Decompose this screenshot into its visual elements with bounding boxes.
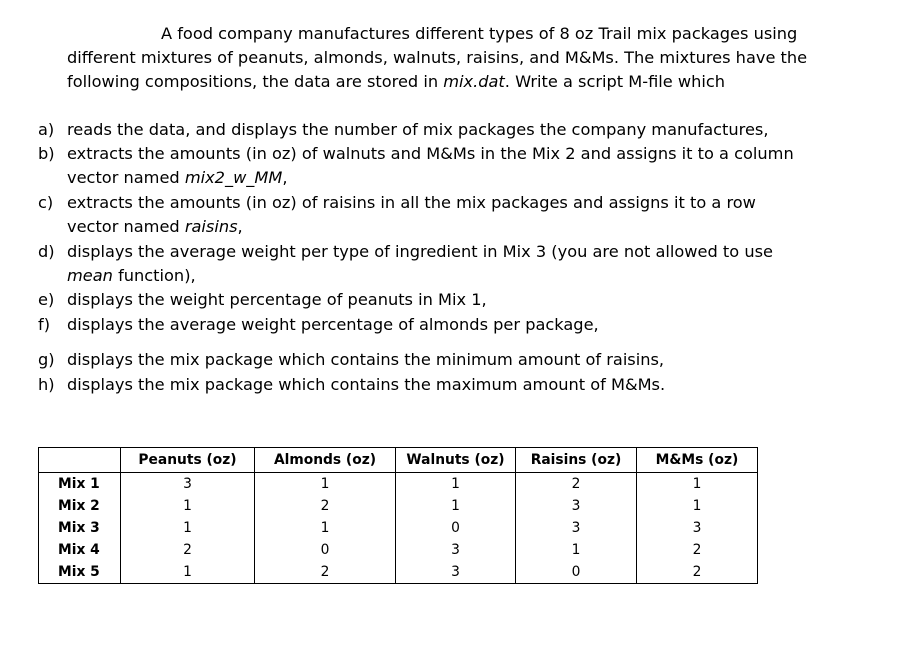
table-row: [39, 495, 758, 517]
row-label: Mix 5: [39, 561, 121, 584]
table-cell: 3: [396, 561, 516, 584]
table-cell: 0: [516, 561, 637, 584]
table-cell: 1: [396, 473, 516, 496]
table-header-raisins: Raisins (oz): [516, 448, 637, 473]
table-cell: 3: [396, 539, 516, 561]
table-cell: 3: [121, 473, 255, 496]
task-text: extracts the amounts (in oz) of walnuts and M&Ms in the Mix 2 and assigns it to a column vector named mix2_w_MM,: [67, 144, 794, 188]
table-header-walnuts: Walnuts (oz): [396, 448, 516, 473]
table-cell: 3: [516, 517, 637, 539]
table-cell: 2: [255, 495, 396, 517]
table-cell: 2: [516, 473, 637, 496]
task-label: g): [38, 350, 55, 369]
table-cell: 1: [637, 495, 758, 517]
task-text: displays the mix package which contains the maximum amount of M&Ms.: [67, 375, 666, 394]
task-text: displays the mix package which contains the minimum amount of raisins,: [67, 350, 665, 369]
task-label: f): [38, 315, 51, 334]
table-cell: 1: [121, 561, 255, 584]
table-cell: 3: [516, 495, 637, 517]
task-text: displays the average weight percentage of almonds per package,: [67, 315, 599, 334]
intro-filename: mix.dat: [443, 72, 505, 92]
task-text: reads the data, and displays the number of mix packages the company manufactures,: [67, 120, 769, 139]
task-label: c): [38, 193, 54, 212]
row-label: Mix 4: [39, 539, 121, 561]
task-label: d): [38, 242, 55, 261]
intro-paragraph: [67, 22, 827, 95]
table-row: [39, 473, 758, 496]
task-label: e): [38, 290, 55, 309]
task-label: b): [38, 144, 55, 163]
table-cell: 2: [255, 561, 396, 584]
table-cell: 0: [396, 517, 516, 539]
table-row: [39, 539, 758, 561]
table-header-peanuts: Peanuts (oz): [121, 448, 255, 473]
task-text: displays the average weight per type of ingredient in Mix 3 (you are not allowed to use mean function),: [67, 242, 773, 286]
task-text: extracts the amounts (in oz) of raisins in all the mix packages and assigns it to a row vector named raisins,: [67, 193, 756, 237]
table-cell: 1: [516, 539, 637, 561]
table-cell: 2: [637, 539, 758, 561]
table-header-mms: M&Ms (oz): [637, 448, 758, 473]
intro-text: A food company manufactures different types of 8 oz Trail mix packages using different mixtures of peanuts, almonds, walnuts, raisins, and M&Ms. The mixtures have the following compositions, the data are stored in: [67, 24, 808, 92]
task-label: h): [38, 375, 55, 394]
table-cell: 1: [255, 473, 396, 496]
table-cell: 3: [637, 517, 758, 539]
table-row: [39, 517, 758, 539]
table-cell: 2: [637, 561, 758, 584]
table-cell: 2: [121, 539, 255, 561]
mix-composition-table: [38, 447, 758, 584]
task-label: a): [38, 120, 55, 139]
row-label: Mix 3: [39, 517, 121, 539]
table-header-almonds: Almonds (oz): [255, 448, 396, 473]
row-label: Mix 1: [39, 473, 121, 496]
table-cell: 1: [121, 517, 255, 539]
task-text: displays the weight percentage of peanuts in Mix 1,: [67, 290, 487, 309]
table-cell: 1: [255, 517, 396, 539]
table-row: [39, 561, 758, 584]
table-cell: 1: [396, 495, 516, 517]
table-header-row: [39, 448, 758, 473]
problem-intro: [67, 22, 827, 95]
table-cell: 0: [255, 539, 396, 561]
row-label: Mix 2: [39, 495, 121, 517]
intro-tail: . Write a script M-file which: [504, 72, 726, 92]
table-cell: 1: [121, 495, 255, 517]
table-cell: 1: [637, 473, 758, 496]
table-header-corner: [39, 448, 121, 473]
